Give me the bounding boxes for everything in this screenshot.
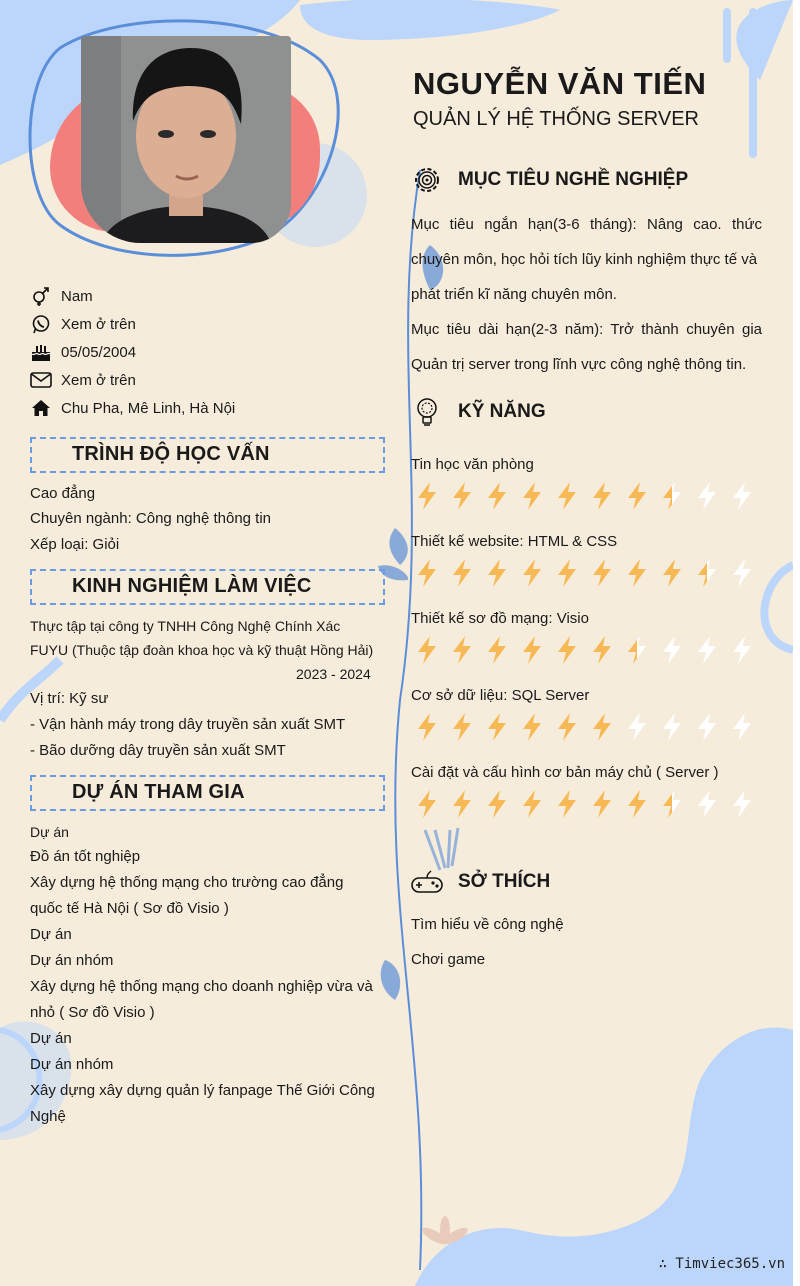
rating-bolt-icon — [621, 711, 653, 743]
skill-rating — [411, 711, 758, 743]
project-line: nhỏ ( Sơ đồ Visio ) — [30, 1004, 155, 1021]
rating-bolt-icon — [551, 480, 583, 512]
rating-bolt-icon — [691, 480, 723, 512]
rating-bolt-icon — [621, 480, 653, 512]
project-line: Dự án — [30, 1030, 72, 1047]
lightbulb-icon — [411, 396, 443, 428]
rating-bolt-icon — [516, 711, 548, 743]
objective-line: Quản trị server trong lĩnh vực công nghệ thông tin. — [411, 356, 747, 373]
skills-header — [411, 396, 546, 428]
project-line: Dự án — [30, 926, 72, 943]
job-title: QUẢN LÝ HỆ THỐNG SERVER — [413, 108, 699, 130]
objectives-title: MỤC TIÊU NGHỀ NGHIỆP — [458, 169, 689, 190]
experience-section-header — [30, 569, 385, 605]
rating-bolt-icon — [726, 788, 758, 820]
gender-icon — [30, 285, 52, 307]
rating-bolt-icon — [691, 711, 723, 743]
candidate-name: NGUYỄN VĂN TIẾN — [413, 66, 707, 101]
rating-bolt-icon — [621, 788, 653, 820]
rating-bolt-icon — [621, 634, 653, 666]
experience-company-line1: Thực tập tại công ty TNHH Công Nghệ Chính Xác — [30, 618, 341, 634]
gear-target-icon — [411, 164, 443, 196]
rating-bolt-icon — [446, 711, 478, 743]
rating-bolt-icon — [726, 711, 758, 743]
objective-line: Mục tiêu ngắn hạn(3-6 tháng): Nâng cao. thức — [411, 216, 762, 233]
info-email-value: Xem ở trên — [61, 371, 136, 389]
skill-label: Tin học văn phòng — [411, 456, 534, 473]
rating-bolt-icon — [481, 557, 513, 589]
rating-bolt-icon — [656, 480, 688, 512]
project-line: quốc tế Hà Nội ( Sơ đồ Visio ) — [30, 900, 229, 917]
whatsapp-icon — [30, 313, 52, 335]
project-line: Dự án nhóm — [30, 1056, 114, 1073]
skill-rating — [411, 634, 758, 666]
info-email — [30, 368, 136, 392]
rating-bolt-icon — [411, 711, 443, 743]
skills-title: KỸ NĂNG — [458, 401, 546, 422]
hobby-item: Chơi game — [411, 951, 486, 968]
skill-label: Thiết kế sơ đồ mạng: Visio — [411, 610, 589, 627]
hobbies-title: SỞ THÍCH — [458, 871, 551, 892]
skill-label: Thiết kế website: HTML & CSS — [411, 533, 618, 550]
objective-line: Mục tiêu dài hạn(2-3 năm): Trở thành chuyên gia — [411, 321, 762, 338]
rating-bolt-icon — [481, 788, 513, 820]
project-line: Nghệ — [30, 1108, 66, 1125]
project-line: Xây dựng xây dựng quản lý fanpage Thế Giới Công — [30, 1082, 375, 1099]
rating-bolt-icon — [586, 480, 618, 512]
rating-bolt-icon — [446, 557, 478, 589]
projects-section-header — [30, 775, 385, 811]
rating-bolt-icon — [726, 480, 758, 512]
education-section-header — [30, 437, 385, 473]
rating-bolt-icon — [481, 711, 513, 743]
hobby-item: Tìm hiểu về công nghệ — [411, 916, 564, 933]
birthday-cake-icon — [30, 341, 52, 363]
projects-title: DỰ ÁN THAM GIA — [72, 781, 245, 803]
rating-bolt-icon — [551, 634, 583, 666]
rating-bolt-icon — [691, 788, 723, 820]
hobbies-header — [411, 866, 550, 898]
rating-bolt-icon — [621, 557, 653, 589]
rating-bolt-icon — [481, 480, 513, 512]
rating-bolt-icon — [481, 634, 513, 666]
rating-bolt-icon — [551, 557, 583, 589]
rating-bolt-icon — [446, 634, 478, 666]
rating-bolt-icon — [551, 788, 583, 820]
rating-bolt-icon — [691, 634, 723, 666]
rating-bolt-icon — [586, 711, 618, 743]
experience-position: Vị trí: Kỹ sư — [30, 690, 109, 707]
info-birthday-value: 05/05/2004 — [61, 343, 137, 361]
objectives-header — [411, 164, 688, 196]
skill-label: Cài đặt và cấu hình cơ bản máy chủ ( Server ) — [411, 764, 719, 781]
experience-period: 2023 - 2024 — [296, 666, 371, 682]
info-gender-value: Nam — [61, 287, 93, 305]
objective-line: chuyên môn, học hỏi tích lũy kinh nghiệm thực tế và — [411, 251, 758, 268]
project-line: Xây dựng hệ thống mạng cho trường cao đẳng — [30, 874, 344, 891]
rating-bolt-icon — [446, 788, 478, 820]
rating-bolt-icon — [656, 788, 688, 820]
skill-rating — [411, 480, 758, 512]
objective-line: phát triển kĩ năng chuyên môn. — [411, 286, 617, 303]
home-icon — [30, 397, 52, 419]
avatar — [81, 36, 291, 243]
rating-bolt-icon — [726, 634, 758, 666]
rating-bolt-icon — [516, 634, 548, 666]
experience-title: KINH NGHIỆM LÀM VIỆC — [72, 575, 312, 597]
rating-bolt-icon — [411, 634, 443, 666]
info-phone-value: Xem ở trên — [61, 315, 136, 333]
gamepad-icon — [411, 866, 443, 898]
project-line: Xây dựng hệ thống mạng cho doanh nghiệp vừa và — [30, 978, 373, 995]
project-line: Dự án — [30, 824, 69, 840]
rating-bolt-icon — [411, 788, 443, 820]
experience-company-line2: FUYU (Thuộc tập đoàn khoa học và kỹ thuật Hồng Hải) — [30, 642, 374, 658]
rating-bolt-icon — [411, 557, 443, 589]
rating-bolt-icon — [726, 557, 758, 589]
education-grade: Xếp loại: Giỏi — [30, 536, 120, 553]
rating-bolt-icon — [586, 634, 618, 666]
info-address — [30, 396, 235, 420]
rating-bolt-icon — [586, 557, 618, 589]
rating-bolt-icon — [586, 788, 618, 820]
education-title: TRÌNH ĐỘ HỌC VẤN — [72, 443, 270, 465]
rating-bolt-icon — [446, 480, 478, 512]
rating-bolt-icon — [656, 711, 688, 743]
info-birthday — [30, 340, 136, 364]
info-address-value: Chu Pha, Mê Linh, Hà Nội — [61, 399, 236, 417]
project-line: Đồ án tốt nghiệp — [30, 848, 141, 865]
info-gender — [30, 284, 93, 308]
envelope-icon — [30, 369, 52, 391]
rating-bolt-icon — [516, 557, 548, 589]
rating-bolt-icon — [656, 557, 688, 589]
profile-photo-area — [50, 36, 320, 246]
info-phone — [30, 312, 136, 336]
skill-rating — [411, 788, 758, 820]
experience-duty-1: - Vận hành máy trong dây truyền sản xuất SMT — [30, 716, 346, 733]
rating-bolt-icon — [656, 634, 688, 666]
rating-bolt-icon — [516, 480, 548, 512]
education-major: Chuyên ngành: Công nghệ thông tin — [30, 510, 272, 527]
skill-label: Cơ sở dữ liệu: SQL Server — [411, 687, 590, 704]
rating-bolt-icon — [691, 557, 723, 589]
skill-rating — [411, 557, 758, 589]
rating-bolt-icon — [551, 711, 583, 743]
education-level: Cao đẳng — [30, 485, 96, 502]
experience-duty-2: - Bão dưỡng dây truyền sản xuất SMT — [30, 742, 286, 759]
rating-bolt-icon — [516, 788, 548, 820]
rating-bolt-icon — [411, 480, 443, 512]
project-line: Dự án nhóm — [30, 952, 114, 969]
footer-brand: ∴ Timviec365.vn — [658, 1256, 785, 1272]
